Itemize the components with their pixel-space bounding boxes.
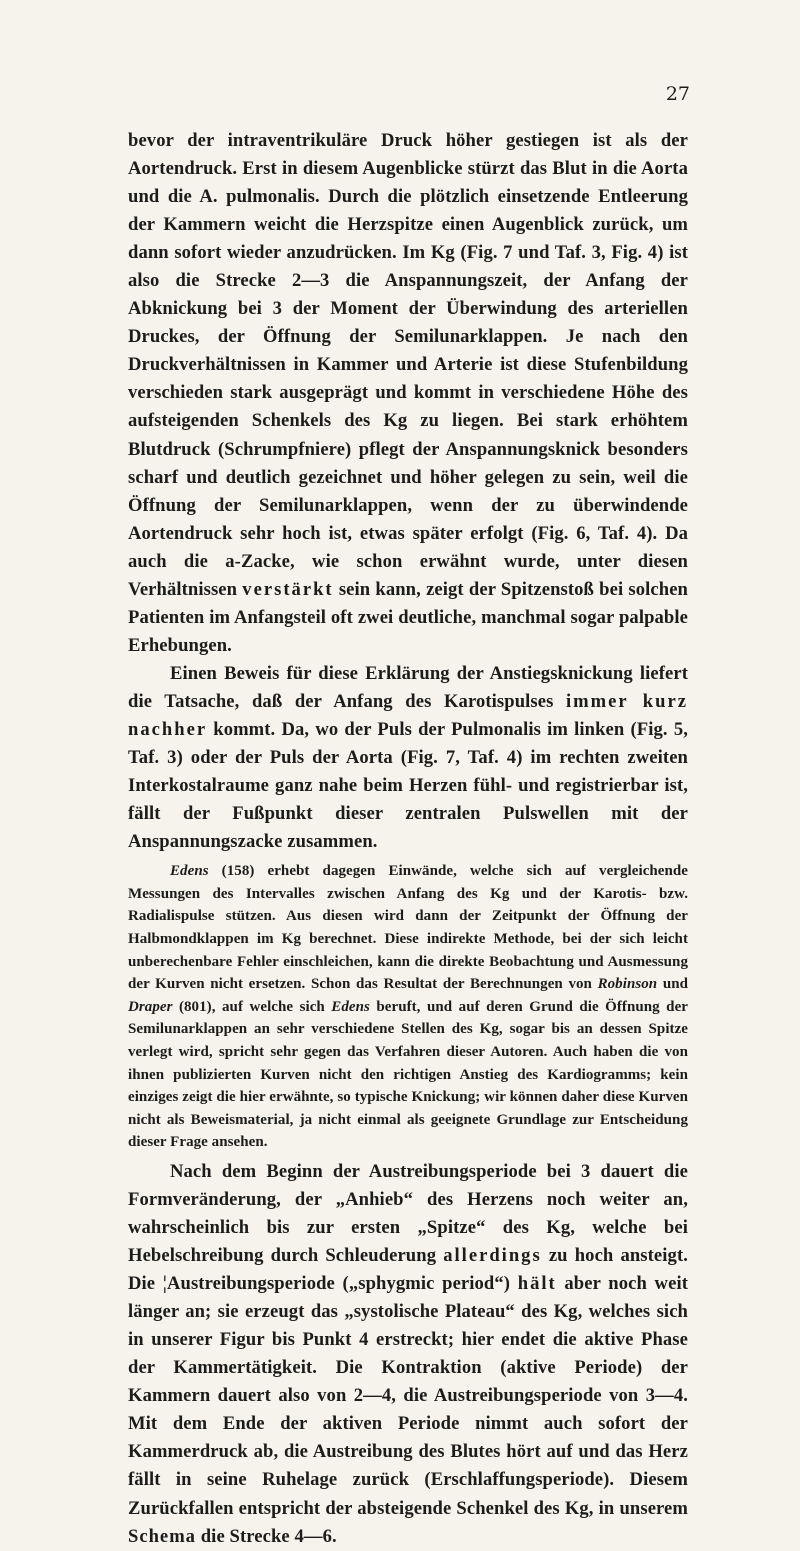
note-and: und [657, 976, 688, 993]
paragraph-3-text-a: Nach dem Beginn der Austreibungsperiode bei 3 dauert die Formveränderung, der „Anhieb“ des Herzens noch weiter an, wahrscheinlich bis zur ersten „Spitze“ des Kg, welche bei Hebelschreibung durch Schleuderung [128, 1160, 688, 1267]
note-text-c: beruft, und auf deren Grund die Öffnung der Semilunarklappen an sehr verschiedene Stellen des Kg, sogar bis an dessen Spitze verlegt wird, spricht sehr gegen das Verfahren dieser Autoren. Auch haben die von ihnen publizierten Kurven nicht den richtigen Anstieg des Kardiogramms; kein einziges zeigt die hier erwähnte, so typische Knickung; wir können daher diese Kurven nicht als Beweismaterial, ja nicht einmal als geeignete Grundlage zur Entscheidung dieser Frage ansehen. [128, 998, 688, 1151]
paragraph-1-text-b: sein kann, zeigt der Spitzenstoß bei solchen Patienten im Anfangsteil oft zwei deutliche, manchmal sogar palpable Erhebungen. [128, 578, 688, 656]
paragraph-2-text-b: kommt. Da, wo der Puls der Pulmonalis im linken (Fig. 5, Taf. 3) oder der Puls der Aorta (Fig. 7, Taf. 4) im rechten zweiten Interkostalraume ganz nahe beim Herzen fühl- und registrierbar ist, fällt der Fußpunkt dieser zentralen Pulswellen mit der Anspannungszacke zusammen. [128, 718, 688, 853]
paragraph-3-text-b: zu hoch ansteigt. Die ¦Austreibungsperiode („sphygmic period“) [128, 1245, 688, 1295]
note-text-b: (801), auf welche sich [172, 998, 332, 1015]
page-body [128, 127, 688, 1551]
paragraph-3-spaced-1: allerdings [443, 1245, 542, 1267]
author-draper: Draper [128, 998, 173, 1015]
paragraph-3-text-d: die Strecke 4—6. [195, 1525, 337, 1547]
author-edens: Edens [170, 863, 209, 880]
paragraph-1-text-a: bevor der intraventrikuläre Druck höher gestiegen ist als der Aortendruck. Erst in diesem Augenblicke stürzt das Blut in die Aorta und die A. pulmonalis. Durch die plötzlich einsetzende Entleerung der Kammern weicht die Herzspitze einen Augenblick zurück, um dann sofort wieder anzudrücken. Im Kg (Fig. 7 und Taf. 3, Fig. 4) ist also die Strecke 2—3 die Anspannungszeit, der Anfang der Abknickung bei 3 der Moment der Überwindung des arteriellen Druckes, der Öffnung der Semilunarklappen. Je nach den Druckverhältnissen in Kammer und Arterie ist diese Stufenbildung verschieden stark ausgeprägt und kommt in verschiedene Höhe des aufsteigenden Schenkels des Kg zu liegen. Bei stark erhöhtem Blutdruck (Schrumpfniere) pflegt der Anspannungsknick besonders scharf und deutlich gezeichnet und höher gelegen zu sein, weil die Öffnung der Semilunarklappen, wenn der zu überwindende Aortendruck sehr hoch ist, etwas später erfolgt (Fig. 6, Taf. 4). Da auch die a-Zacke, wie schon erwähnt wurde, unter diesen Verhältnissen [128, 130, 688, 600]
paragraph-2-spaced: immer kurz nachher [128, 690, 688, 740]
paragraph-1-spaced: verstärkt [242, 578, 334, 600]
paragraph-3-text-c: aber noch weit länger an; sie erzeugt das „systolische Plateau“ des Kg, welches sich in unserer Figur bis Punkt 4 erstreckt; hier endet die aktive Phase der Kammertätigkeit. Die Kontraktion (aktive Periode) der Kammern dauert also von 2—4, die Austreibungsperiode von 3—4. Mit dem Ende der aktiven Periode nimmt auch sofort der Kammerdruck ab, die Austreibung des Blutes hört auf und das Herz fällt in seine Ruhelage zurück (Erschlaffungsperiode). Diesem Zurückfallen entspricht der absteigende Schenkel des Kg, in unserem [128, 1273, 688, 1519]
author-edens-2: Edens [331, 998, 370, 1015]
paragraph-2 [128, 660, 688, 856]
paragraph-2-text-a: Einen Beweis für diese Erklärung der Anstiegsknickung liefert die Tatsache, daß der Anfang des Karotispulses [128, 662, 688, 712]
paragraph-3-spaced-3: Schema [128, 1525, 196, 1547]
note-text-a: (158) erhebt dagegen Einwände, welche sich auf vergleichende Messungen des Intervalles zwischen Anfang des Kg und der Karotis- bzw. Radialispulse stützen. Aus diesen wird dann der Zeitpunkt der Öffnung der Halbmondklappen im Kg berechnet. Diese indirekte Methode, bei der sich leicht unberechenbare Fehler einschleichen, kann die direkte Beobachtung und Ausmessung der Kurven nicht ersetzen. Schon das Resultat der Berechnungen von [128, 863, 688, 993]
paragraph-1 [128, 127, 688, 660]
paragraph-3 [128, 1158, 688, 1551]
paragraph-3-spaced-2: hält [517, 1273, 557, 1295]
footnote-paragraph [128, 860, 688, 1154]
author-robinson: Robinson [597, 976, 658, 993]
page-number: 27 [665, 83, 690, 105]
